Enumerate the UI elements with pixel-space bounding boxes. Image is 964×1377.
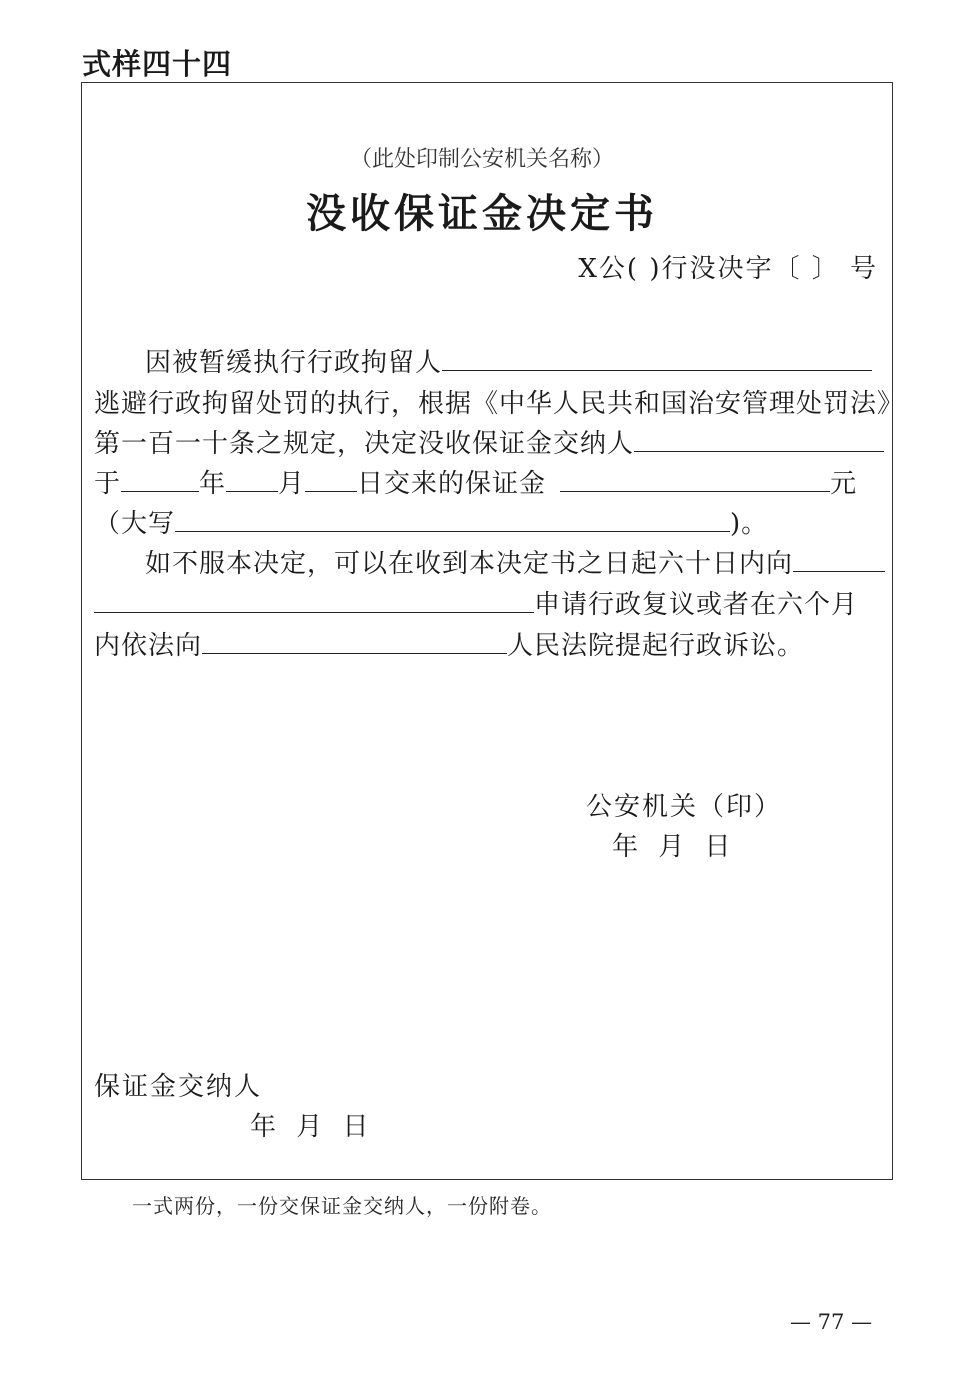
amount-in-words-blank[interactable] <box>175 509 730 532</box>
line4-prefix: 于 <box>94 469 122 499</box>
court-blank[interactable] <box>202 631 507 654</box>
line4-year-label: 年 <box>199 469 227 499</box>
line4-day-text: 日交来的保证金 <box>357 469 547 499</box>
line6-text: 如不服本决定，可以在收到本决定书之日起六十日内向 <box>145 549 794 579</box>
body-line-1 <box>145 342 872 379</box>
page-number: — 77 — <box>790 1310 873 1334</box>
line3-text: 第一百一十条之规定，决定没收保证金交纳人 <box>94 429 635 459</box>
line1-text: 因被暂缓执行行政拘留人 <box>145 348 443 378</box>
payer-label: 保证金交纳人 <box>94 1072 263 1102</box>
body-line-3 <box>94 423 884 460</box>
sample-label: 式样四十四 <box>82 47 233 81</box>
line4-unit: 元 <box>830 469 858 499</box>
line8-suffix: 人民法院提起行政诉讼。 <box>507 631 805 661</box>
review-organ-blank-2[interactable] <box>94 590 534 613</box>
line7-text: 申请行政复议或者在六个月 <box>534 590 859 620</box>
body-line-5 <box>94 503 768 540</box>
line5-open: （大写 <box>94 509 176 539</box>
line5-close: )。 <box>730 509 769 539</box>
issuing-organ-seal: 公安机关（印） <box>586 792 783 822</box>
line4-month-label: 月 <box>278 469 306 499</box>
document-title: 没收保证金决定书 <box>306 190 658 237</box>
line8-prefix: 内依法向 <box>94 631 203 661</box>
body-line-4 <box>94 463 857 500</box>
payer-name-blank[interactable] <box>634 429 884 452</box>
payer-date: 年 月 日 <box>250 1112 375 1142</box>
copies-note: 一式两份，一份交保证金交纳人，一份附卷。 <box>132 1194 552 1218</box>
body-line-7 <box>94 584 858 621</box>
body-line-6 <box>145 543 885 580</box>
body-line-2: 逃避行政拘留处罚的执行，根据《中华人民共和国治安管理处罚法》 <box>94 389 905 419</box>
issuing-date: 年 月 日 <box>612 832 737 862</box>
document-number: X公( )行没决字〔 〕 号 <box>578 254 878 284</box>
year-blank[interactable] <box>121 469 199 492</box>
day-blank[interactable] <box>305 469 357 492</box>
agency-name-placeholder: （此处印制公安机关名称） <box>349 147 614 172</box>
body-line-8 <box>94 625 804 662</box>
amount-blank[interactable] <box>560 469 830 492</box>
month-blank[interactable] <box>226 469 278 492</box>
review-organ-blank-1[interactable] <box>793 549 885 572</box>
detainee-name-blank[interactable] <box>442 348 872 371</box>
